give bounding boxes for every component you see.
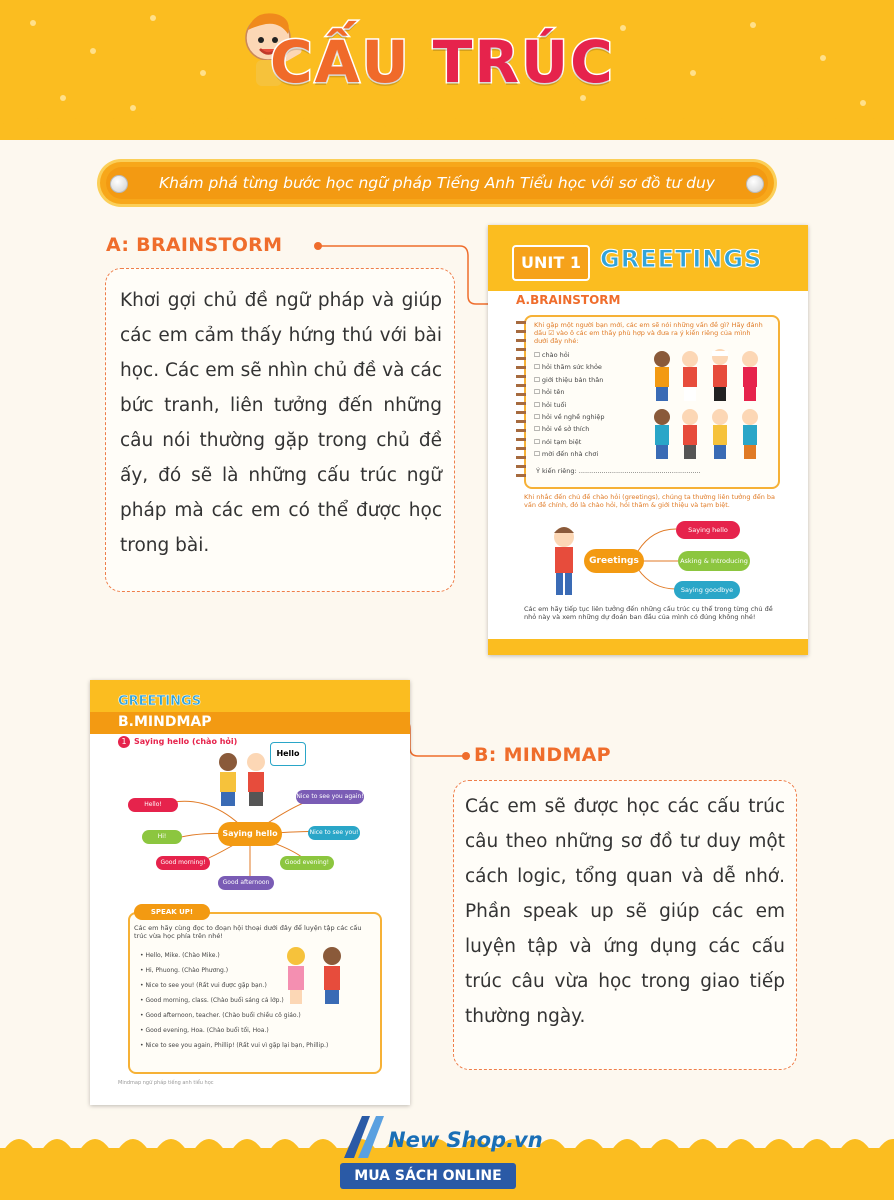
checklist-item: ☐ nói tạm biệt (534, 437, 582, 446)
subtitle-banner (100, 162, 774, 204)
page-a-opinion: Ý kiến riêng: ........................................................... (536, 467, 701, 475)
page-a-section: A.BRAINSTORM (516, 293, 621, 307)
dialogue-line: • Nice to see you again, Phillip! (Rất vui vì gặp lại bạn, Phillip.) (140, 1042, 329, 1049)
newshop-logo-icon (340, 1112, 386, 1162)
buy-online-badge[interactable]: MUA SÁCH ONLINE (340, 1163, 516, 1189)
page-a-branch-1: Saying hello (676, 521, 740, 539)
dialogue-line: • Hi, Phuong. (Chào Phương.) (140, 967, 229, 974)
newshop-logo-text[interactable]: New Shop.vn (388, 1128, 543, 1152)
checklist-item: ☐ mời đến nhà chơi (534, 450, 599, 459)
dialogue-line: • Hello, Mike. (Chào Mike.) (140, 952, 220, 959)
dialogue-line: • Good afternoon, teacher. (Chào buổi chiều cô giáo.) (140, 1012, 301, 1019)
page-b-sub: Saying hello (chào hỏi) (134, 737, 238, 746)
section-b-box (453, 780, 797, 1070)
page-a-prompt: Khi gặp một người bạn mới, các em sẽ nói những vấn đề gì? Hãy đánh dấu ☑ vào ô các em thấy phù hợp và đưa ra ý kiến riêng của mình dưới đây nhé: (534, 321, 763, 345)
sample-page-brainstorm (488, 225, 808, 655)
page-b-node-7: Nice to see you again! (296, 790, 364, 804)
kids-illustration (648, 347, 768, 465)
checklist-item: ☐ giới thiệu bản thân (534, 375, 604, 384)
kids-handshake-illustration (280, 944, 360, 1014)
page-b-node-4: Good afternoon (218, 876, 274, 890)
page-b-footer: Mindmap ngữ pháp tiếng anh tiểu học (118, 1080, 214, 1086)
sample-page-mindmap (90, 680, 410, 1105)
page-b-section: B.MINDMAP (118, 714, 212, 730)
page-a-branch-2: Asking & Introducing (678, 551, 750, 571)
page-title (270, 28, 615, 96)
unit-label: UNIT 1 (512, 245, 590, 281)
dialogue-line: • Good evening, Hoa. (Chào buổi tối, Hoa.) (140, 1027, 269, 1034)
page-b-center-node: Saying hello (218, 822, 282, 846)
section-a-box (105, 268, 455, 592)
checklist-item: ☐ hỏi thăm sức khỏe (534, 363, 602, 372)
section-b-heading: B: MINDMAP (474, 744, 611, 766)
page-b-node-1: Hello! (128, 798, 178, 812)
page-a-topic: GREETINGS (600, 245, 763, 273)
checklist-item: ☐ hỏi tên (534, 388, 565, 397)
checklist-item: ☐ chào hỏi (534, 351, 570, 359)
subtitle-text: Khám phá từng bước học ngữ pháp Tiếng Anh Tiểu học với sơ đồ tư duy (159, 174, 715, 192)
header-scallop (0, 118, 894, 148)
page-b-speech-bubble: Hello (270, 742, 306, 766)
speak-up-prompt: Các em hãy cùng đọc to đoạn hội thoại dưới đây để luyện tập các cấu trúc vừa học phía trên nhé! (134, 924, 362, 940)
checklist-item: ☐ hỏi về nghề nghiệp (534, 412, 605, 421)
page-a-note: Khi nhắc đến chủ đề chào hỏi (greetings), chúng ta thường liên tưởng đến ba vấn đề chính, đó là chào hỏi, hỏi thăm & giới thiệu và tạm biệt. (524, 493, 776, 509)
page-b-node-6: Nice to see you! (308, 826, 360, 840)
dialogue-line: • Nice to see you! (Rất vui được gặp bạn.) (140, 982, 267, 989)
page-b-node-5: Good evening! (280, 856, 334, 870)
page-b-topic: GREETINGS (118, 694, 202, 709)
section-a-heading: A: BRAINSTORM (106, 234, 283, 256)
page-b-node-3: Good morning! (156, 856, 210, 870)
title-part2: TRÚC (432, 28, 615, 96)
checklist-item: ☐ hỏi về sở thích (534, 425, 590, 434)
page-a-footer: Các em hãy tiếp tục liên tưởng đến những cấu trúc cụ thể trong từng chủ đề nhỏ này và xem những dự đoán ban đầu của mình có đúng không nhé! (524, 605, 773, 621)
checklist-item: ☐ hỏi tuổi (534, 400, 567, 409)
section-a-text: Khơi gợi chủ đề ngữ pháp và giúp các em cảm thấy hứng thú với bài học. Các em sẽ nhìn chủ đề và các bức tranh, liên tưởng đến những câu nói thường gặp trong chủ đề ấy, đó sẽ là những cấu trúc ngữ pháp mà các em có thể được học trong bài. (120, 290, 443, 556)
dialogue-line: • Good morning, class. (Chào buổi sáng cả lớp.) (140, 997, 284, 1004)
speak-up-label: SPEAK UP! (134, 904, 210, 920)
page-a-center-node: Greetings (584, 549, 644, 573)
section-b-text: Các em sẽ được học các cấu trúc câu theo những sơ đồ tư duy một cách logic, tổng quan và dễ nhớ. Phần speak up sẽ giúp các em luyện tập và ứng dụng các cấu trúc câu vừa học trong giao tiếp thường ngày. (465, 796, 785, 1027)
page-a-branch-3: Saying goodbye (674, 581, 740, 599)
page-b-sub-num: 1 (118, 736, 130, 748)
title-part1: CẤU (270, 28, 411, 96)
page-b-node-2: Hi! (142, 830, 182, 844)
